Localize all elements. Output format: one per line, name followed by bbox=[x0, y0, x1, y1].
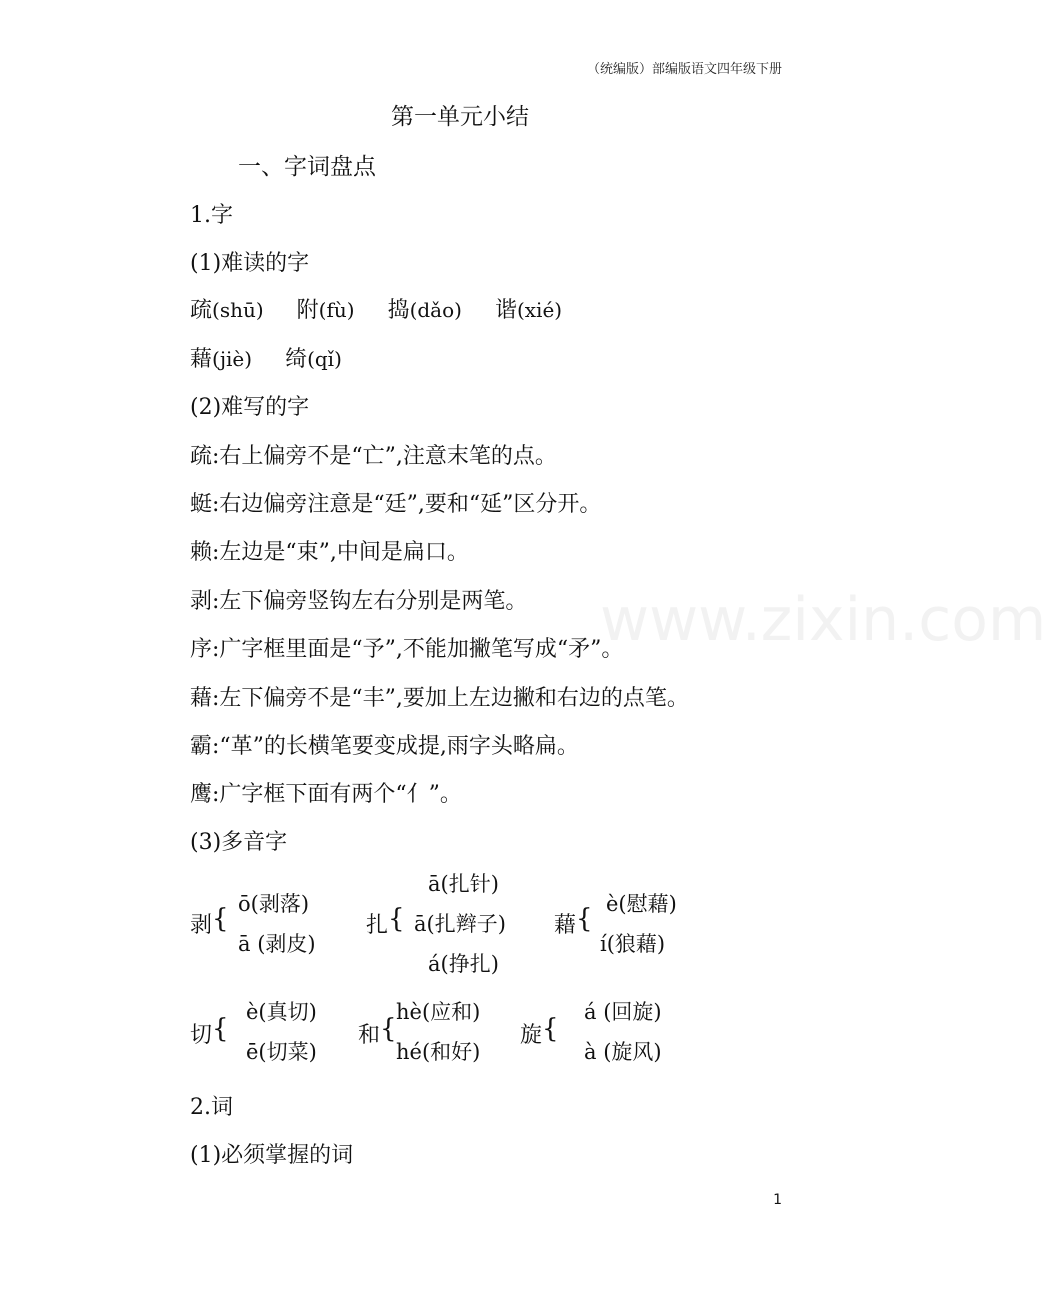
brace: { bbox=[212, 904, 229, 934]
polyphone-reading: è(真切) bbox=[246, 1000, 317, 1024]
polyphone-reading: ā(扎针) bbox=[428, 872, 499, 896]
hard-write-note: 赖:左边是“束”,中间是扁口。 bbox=[190, 540, 469, 565]
polyphone-reading: hè(应和) bbox=[396, 1000, 481, 1024]
hard-read-item: 附(fù) bbox=[296, 298, 355, 323]
brace: { bbox=[542, 1014, 559, 1044]
polyphone-char: 藉 bbox=[554, 913, 577, 938]
section-heading: 一、字词盘点 bbox=[238, 154, 376, 180]
subheading-chars: 1.字 bbox=[190, 203, 233, 228]
polyphone-reading: è(慰藉) bbox=[606, 892, 677, 916]
hard-read-item: 谐(xié) bbox=[494, 298, 563, 323]
polyphone-reading: ō(剥落) bbox=[238, 892, 310, 916]
hard-read-item: 疏(shū) bbox=[190, 298, 264, 323]
brace: { bbox=[388, 904, 405, 934]
polyphone-reading: à (旋风) bbox=[584, 1040, 662, 1064]
polyphone-heading: (3)多音字 bbox=[190, 830, 288, 855]
hard-write-note: 鹰:广字框下面有两个“亻”。 bbox=[190, 782, 462, 807]
must-words-heading: (1)必须掌握的词 bbox=[190, 1143, 354, 1168]
hard-write-note: 藉:左下偏旁不是“丰”,要加上左边撇和右边的点笔。 bbox=[190, 686, 689, 711]
polyphone-reading: ē(切菜) bbox=[246, 1040, 317, 1064]
polyphone-reading: ā(扎辫子) bbox=[414, 912, 506, 936]
hard-read-item: 绮(qǐ) bbox=[285, 347, 342, 372]
hard-write-note: 疏:右上偏旁不是“亡”,注意末笔的点。 bbox=[190, 444, 557, 469]
hard-read-item: 藉(jiè) bbox=[190, 347, 253, 372]
hard-write-note: 霸:“革”的长横笔要变成提,雨字头略扁。 bbox=[190, 734, 579, 759]
hard-read-row-2 bbox=[190, 342, 342, 373]
hard-read-item: 捣(dǎo) bbox=[387, 298, 462, 323]
page-title: 第一单元小结 bbox=[391, 104, 529, 130]
brace: { bbox=[380, 1014, 397, 1044]
polyphone-char: 和 bbox=[358, 1023, 381, 1048]
polyphone-char: 切 bbox=[190, 1023, 213, 1048]
page-number: 1 bbox=[773, 1192, 782, 1208]
hard-write-note: 序:广字框里面是“予”,不能加撇笔写成“矛”。 bbox=[190, 637, 624, 662]
hard-write-note: 剥:左下偏旁竖钩左右分别是两笔。 bbox=[190, 589, 528, 614]
polyphone-reading: á (回旋) bbox=[584, 1000, 662, 1024]
brace: { bbox=[576, 904, 593, 934]
hard-write-heading: (2)难写的字 bbox=[190, 395, 310, 420]
polyphone-reading: í(狼藉) bbox=[600, 932, 666, 956]
polyphone-reading: ā (剥皮) bbox=[238, 932, 316, 956]
hard-read-row-1 bbox=[190, 293, 562, 324]
hard-read-heading: (1)难读的字 bbox=[190, 251, 310, 276]
polyphone-char: 扎 bbox=[366, 913, 389, 938]
page-header: （统编版）部编版语文四年级下册 bbox=[586, 62, 782, 77]
polyphone-reading: á(挣扎) bbox=[428, 952, 499, 976]
watermark: www.zixin.com bbox=[600, 585, 1046, 655]
hard-write-note: 蜓:右边偏旁注意是“廷”,要和“延”区分开。 bbox=[190, 492, 602, 517]
polyphone-char: 旋 bbox=[520, 1023, 543, 1048]
brace: { bbox=[212, 1014, 229, 1044]
polyphone-reading: hé(和好) bbox=[396, 1040, 481, 1064]
polyphone-char: 剥 bbox=[190, 913, 213, 938]
subheading-words: 2.词 bbox=[190, 1095, 233, 1120]
